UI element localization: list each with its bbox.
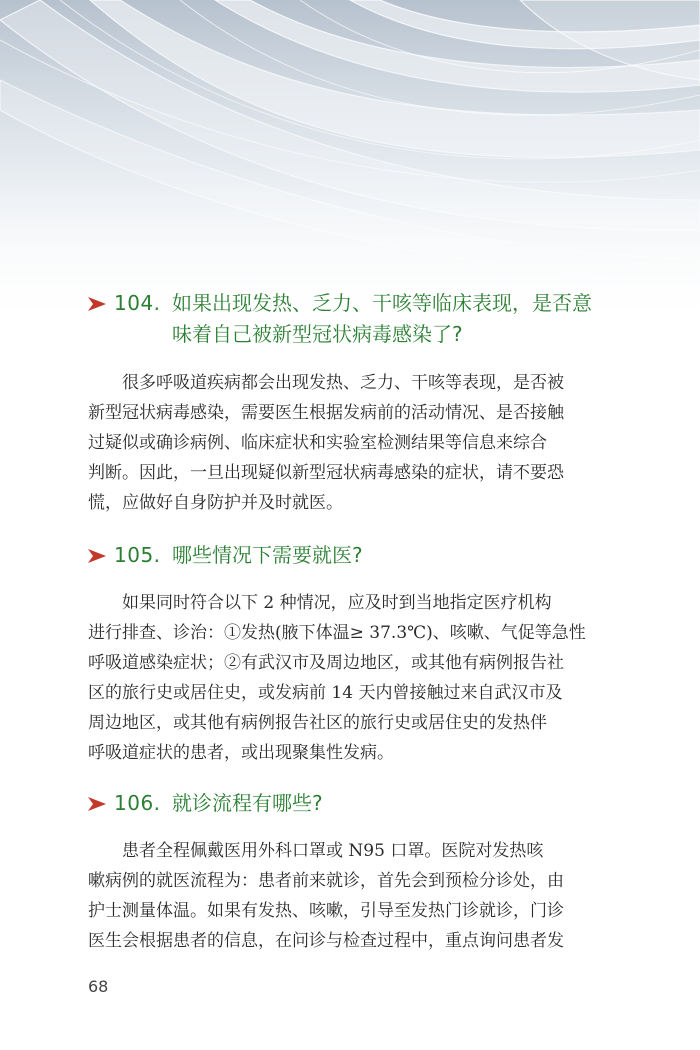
- answer-line: 进行排查、诊治：①发热(腋下体温≥ 37.3℃)、咳嗽、气促等急性: [88, 623, 586, 643]
- question-number: 106.: [114, 791, 161, 815]
- question-title-line: 如果出现发热、乏力、干咳等临床表现，是否意: [172, 291, 592, 315]
- question-number: 105.: [114, 543, 161, 567]
- answer-line: 呼吸道症状的患者，或出现聚集性发病。: [88, 743, 394, 763]
- question-title-line: 哪些情况下需要就医?: [172, 543, 363, 567]
- red-arrow-icon: [88, 797, 106, 811]
- page-number: 68: [88, 977, 109, 996]
- question-title-line: 就诊流程有哪些?: [172, 791, 323, 815]
- answer-line: 慌，应做好自身防护并及时就医。: [88, 493, 343, 513]
- question-title: [172, 288, 608, 350]
- answer-line: 患者全程佩戴医用外科口罩或 N95 口罩。医院对发热咳: [122, 841, 544, 861]
- question-title: [172, 540, 608, 571]
- question-title: [172, 788, 608, 819]
- red-arrow-icon: [88, 297, 106, 311]
- header-background-art: [0, 0, 700, 330]
- answer-paragraph: [88, 836, 598, 956]
- question-title-line: 味着自己被新型冠状病毒感染了?: [172, 322, 463, 346]
- answer-line: 呼吸道感染症状；②有武汉市及周边地区，或其他有病例报告社: [88, 653, 564, 673]
- answer-paragraph: [88, 588, 598, 768]
- red-arrow-icon: [88, 549, 106, 563]
- question-number: 104.: [114, 291, 161, 315]
- answer-line: 嗽病例的就医流程为：患者前来就诊，首先会到预检分诊处，由: [88, 871, 564, 891]
- answer-line: 周边地区，或其他有病例报告社区的旅行史或居住史的发热伴: [88, 713, 547, 733]
- answer-line: 新型冠状病毒感染，需要医生根据发病前的活动情况、是否接触: [88, 403, 564, 423]
- answer-paragraph: [88, 368, 598, 518]
- answer-line: 区的旅行史或居住史，或发病前 14 天内曾接触过来自武汉市及: [88, 683, 563, 703]
- answer-line: 护士测量体温。如果有发热、咳嗽，引导至发热门诊就诊，门诊: [88, 901, 564, 921]
- answer-line: 如果同时符合以下 2 种情况，应及时到当地指定医疗机构: [122, 593, 552, 613]
- answer-line: 很多呼吸道疾病都会出现发热、乏力、干咳等表现，是否被: [122, 373, 564, 393]
- answer-line: 判断。因此，一旦出现疑似新型冠状病毒感染的症状，请不要恐: [88, 463, 564, 483]
- answer-line: 医生会根据患者的信息，在问诊与检查过程中，重点询问患者发: [88, 931, 564, 951]
- answer-line: 过疑似或确诊病例、临床症状和实验室检测结果等信息来综合: [88, 433, 547, 453]
